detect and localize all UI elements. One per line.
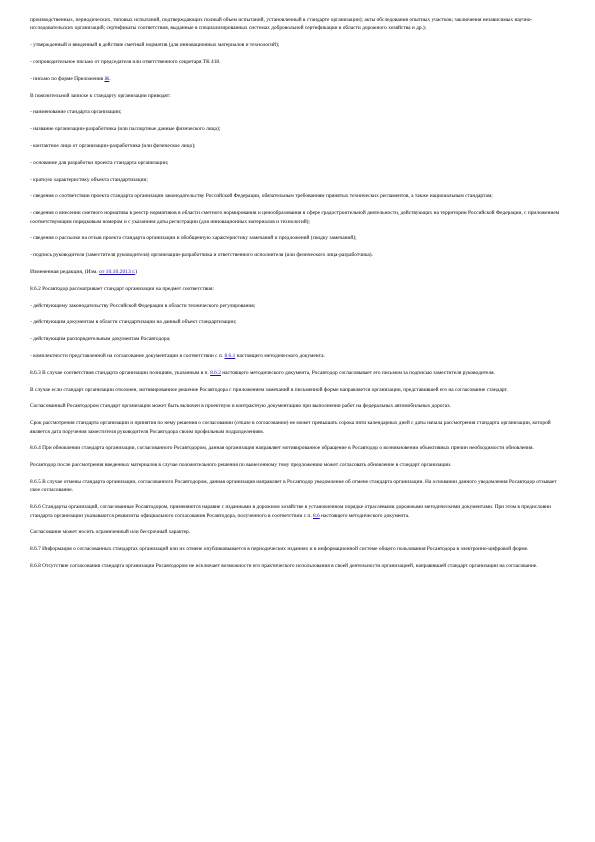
- paragraph-text: Измененная редакция, (Изм.: [30, 268, 100, 275]
- paragraph: [30, 478, 565, 495]
- paragraph: [30, 92, 565, 100]
- paragraph-text: - сведения о соответствии проекта стандарта организации законодательству Российской Федерации, обязательным требованиям принятых технических регламентов, а также национальным стандартам;: [30, 193, 493, 200]
- paragraph: [30, 562, 565, 570]
- paragraph-text: - подпись руководителя (заместителя руководителя) организации-разработчика и ответственного исполнителя (или физического лица-разработчика).: [30, 252, 373, 259]
- paragraph: [30, 176, 565, 184]
- paragraph-text: - письмо по форме Приложения: [30, 75, 105, 82]
- paragraph-text: - название организации-разработчика (или паспортные данные физического лица);: [30, 126, 221, 133]
- paragraph: [30, 58, 565, 66]
- paragraph-text: Росавтодор после рассмотрения введенных материалов в случае положительного решения по вынесенному тому предложению может согласовать обновление в стандарт организации.: [30, 462, 452, 469]
- paragraph-text: - действующему законодательству Российской Федерации в области технического регулирования;: [30, 302, 256, 309]
- paragraph-text: - краткую характеристику объекта стандартизации;: [30, 176, 148, 183]
- paragraph: [30, 209, 565, 226]
- paragraph-text: - комплектности представленной на согласование документации в соответствии с п.: [30, 352, 225, 359]
- paragraph: [30, 318, 565, 326]
- paragraph-text: 8.6.4 При обновлении стандарта организации, согласованного Росавтодором, данная организация направляет мотивированное обращение в Росавтодор о возникновении объективных причин необходимости обновления.: [30, 445, 534, 452]
- paragraph-text: Согласованный Росавтодором стандарт организации может быть включен в проектную и контрактную документацию при выполнении работ на федеральных автомобильных дорогах.: [30, 403, 452, 410]
- paragraph: [30, 386, 565, 394]
- paragraph: [30, 192, 565, 200]
- paragraph-text: - действующим распорядительным документам Росавтодора;: [30, 336, 171, 343]
- paragraph-text: - утвержденный и введенный в действие сметный норматив (для инновационных материалов и технологий);: [30, 42, 280, 49]
- paragraph-text: 8.6.7 Информация о согласованных стандартах организаций или их отмене опубликовывается в периодических изданиях и в информационной системе общего пользования Росавтодора в электронно-цифровой форме.: [30, 546, 529, 553]
- paragraph: [30, 419, 565, 436]
- paragraph-text: 8.6.8 Отсутствие согласования стандарта организации Росавтодором не исключает возможности его практического использования в своей деятельности организацией, направившей стандарт организации на согласование.: [30, 562, 538, 569]
- paragraph-text: - основание для разработки проекта стандарта организации;: [30, 159, 169, 166]
- paragraph-text: .: [109, 75, 111, 82]
- paragraph: [30, 75, 565, 83]
- paragraph: [30, 125, 565, 133]
- paragraph: [30, 16, 565, 33]
- paragraph: [30, 352, 565, 360]
- paragraph: [30, 461, 565, 469]
- reference-link[interactable]: 8.6.2: [210, 369, 221, 376]
- paragraph: [30, 108, 565, 116]
- paragraph-text: настоящего методического документа.: [235, 352, 325, 359]
- paragraph: [30, 335, 565, 343]
- paragraph-text: - сведения о внесении сметного норматива в реестр нормативов в области сметного нормирования и ценообразования в сфере градостроительной деятельности, действующих на территории Российской Федерации, с приложением соответствующим порядковым номером и с указанием даты регистрации (для инновационных материалов и технологий);: [30, 210, 560, 225]
- paragraph-text: 8.6.5 В случае отмены стандарта организации, согласованного Росавтодором, данная организация направляет в Росавтодор уведомление об отмене стандарта организации. На основании данного уведомления Росавтодор отзывает свое согласование.: [30, 478, 557, 494]
- paragraph: [30, 268, 565, 276]
- paragraph: [30, 503, 565, 520]
- paragraph-text: - действующим документам в области стандартизации на данный объект стандартизации;: [30, 319, 237, 326]
- paragraph: [30, 302, 565, 310]
- paragraph: [30, 142, 565, 150]
- reference-link[interactable]: 8.6: [313, 512, 320, 519]
- paragraph: [30, 545, 565, 553]
- paragraph-text: - наименование стандарта организации;: [30, 109, 122, 116]
- paragraph-text: Согласование может носить ограниченный или бессрочный характер.: [30, 529, 191, 536]
- paragraph-text: В случае если стандарт организации отклонен, мотивированное решение Росавтодора с приложением замечаний в письменной форме направляется организации, представившей его на согласование стандарт.: [30, 386, 508, 393]
- paragraph: [30, 285, 565, 293]
- paragraph-text: - сведения о рассылке на отзыв проекта стандарта организации и обобщенную характеристику замечаний и предложений (сводку замечаний);: [30, 235, 357, 242]
- paragraph: [30, 234, 565, 242]
- paragraph-text: Срок рассмотрения стандарта организации и принятия по нему решения о согласовании (отказе в согласовании) не может превышать сорока пяти календарных дней с даты начала рассмотрения стандарта организации, которой является дата поручения заместителя руководителя Росавтодора своим профильным подразделениям.: [30, 420, 551, 435]
- paragraph-text: настоящего методического документа.: [319, 512, 410, 519]
- reference-link[interactable]: 8.6.1: [224, 352, 236, 359]
- paragraph: [30, 528, 565, 536]
- paragraph-text: настоящего методического документа, Росавтодор согласовывает его письмом за подписью заместителя руководителя.: [220, 369, 495, 376]
- reference-link[interactable]: от 10.10.2013 г.: [99, 268, 136, 275]
- paragraph-text: 8.6.2 Росавтодор рассматривает стандарт организации на предмет соответствия:: [30, 285, 215, 292]
- paragraph: [30, 444, 565, 452]
- paragraph: [30, 41, 565, 49]
- paragraph: [30, 251, 565, 259]
- paragraph-text: производственных, периодических, типовых испытаний, подтверждающих полный объем испытаний, установленный в стандарте организации); акты обследования опытных участков; заключения независимых научно-исследовательских организаций; сертификаты соответствия, выданные в специализированных системах добровольной сертификации в области дорожного хозяйства и др.);: [30, 17, 533, 32]
- paragraph-text: ): [135, 268, 138, 275]
- paragraph: [30, 369, 565, 377]
- paragraph-text: 8.6.3 В случае соответствия стандарта организации позициям, указанным в п.: [30, 369, 211, 376]
- document-body: [30, 16, 565, 579]
- paragraph-text: - контактное лицо от организации-разработчика (или физическое лицо);: [30, 142, 196, 149]
- paragraph: [30, 159, 565, 167]
- reference-link[interactable]: Ж: [104, 75, 110, 82]
- paragraph: [30, 402, 565, 410]
- paragraph-text: В пояснительной записке к стандарту организации приводят:: [30, 92, 171, 99]
- paragraph-text: - сопроводительное письмо от председателя или ответственного секретаря ТК 418.: [30, 59, 221, 65]
- paragraph-text: 8.6.6 Стандарты организаций, согласованные Росавтодором, применяются наравне с изданными в дорожном хозяйстве в установленном порядке отраслевыми дорожными методическими документами. При этом в предисловии стандарта организации указываются реквизиты официального согласования Росавтодора, полученного в соответствии с п.: [30, 504, 551, 519]
